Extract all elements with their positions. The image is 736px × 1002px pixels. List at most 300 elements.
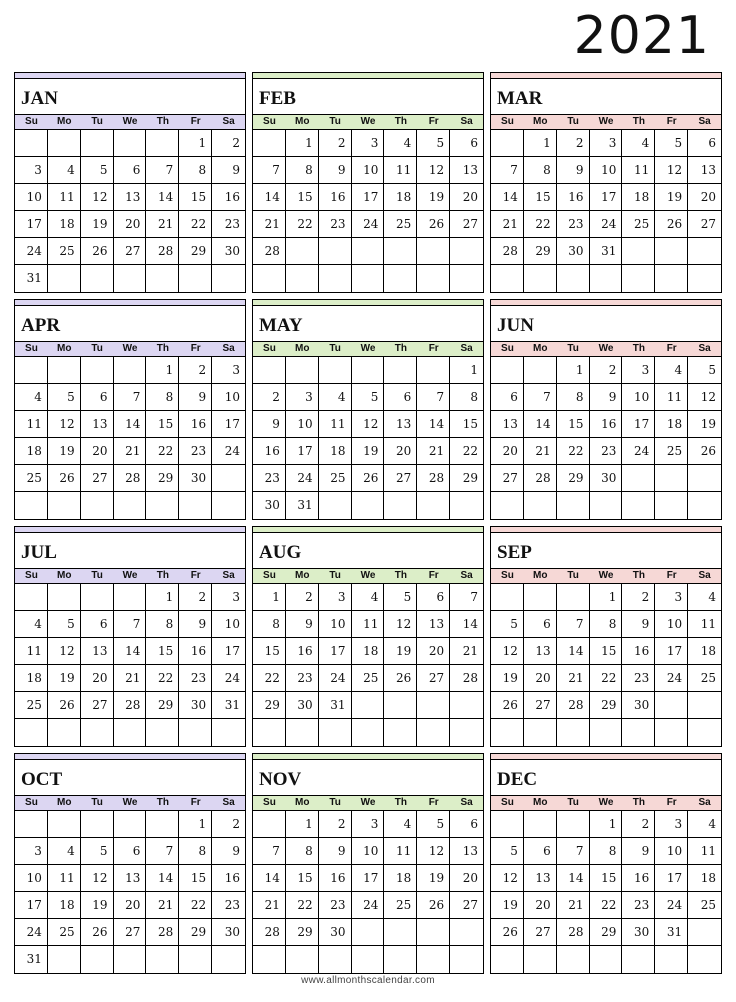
day-cell: 23 xyxy=(622,892,655,919)
empty-cell xyxy=(590,946,623,973)
weekday-label: Tu xyxy=(567,343,579,354)
weekday-header xyxy=(491,569,721,584)
day-cell: 12 xyxy=(688,384,721,411)
day-cell: 27 xyxy=(524,692,557,719)
weekday-label: Sa xyxy=(698,116,711,127)
day-cell: 23 xyxy=(179,438,212,465)
day-cell: 30 xyxy=(212,919,245,946)
day-cell: 21 xyxy=(524,438,557,465)
empty-cell xyxy=(212,465,245,492)
empty-cell xyxy=(622,465,655,492)
empty-cell xyxy=(81,584,114,611)
day-cell: 1 xyxy=(286,811,319,838)
day-cell: 7 xyxy=(524,384,557,411)
empty-cell xyxy=(319,238,352,265)
empty-cell xyxy=(384,238,417,265)
day-cell: 6 xyxy=(524,611,557,638)
day-cell: 16 xyxy=(286,638,319,665)
day-cell: 21 xyxy=(253,211,286,238)
day-cell: 3 xyxy=(590,130,623,157)
day-cell: 18 xyxy=(319,438,352,465)
day-cell: 18 xyxy=(48,211,81,238)
weekday-label: Mo xyxy=(533,570,548,581)
day-cell: 7 xyxy=(450,584,483,611)
day-cell: 19 xyxy=(688,411,721,438)
weekday-label: Su xyxy=(501,570,514,581)
month-mar xyxy=(490,72,722,293)
empty-cell xyxy=(688,265,721,292)
month-name: MAR xyxy=(491,79,721,115)
weekday-label: Su xyxy=(501,116,514,127)
weekday-label: Su xyxy=(501,797,514,808)
empty-cell xyxy=(81,719,114,746)
day-cell: 26 xyxy=(417,211,450,238)
month-jan xyxy=(14,72,246,293)
day-cell: 11 xyxy=(319,411,352,438)
day-cell: 2 xyxy=(557,130,590,157)
day-cell: 4 xyxy=(15,384,48,411)
day-cell: 6 xyxy=(114,157,147,184)
day-cell: 13 xyxy=(81,411,114,438)
day-cell: 10 xyxy=(655,838,688,865)
day-cell: 18 xyxy=(688,865,721,892)
day-cell: 28 xyxy=(557,919,590,946)
empty-cell xyxy=(114,946,147,973)
empty-cell xyxy=(114,584,147,611)
day-cell: 7 xyxy=(114,384,147,411)
day-cell: 8 xyxy=(557,384,590,411)
day-cell: 18 xyxy=(384,865,417,892)
day-cell: 3 xyxy=(352,130,385,157)
day-cell: 3 xyxy=(15,838,48,865)
day-cell: 16 xyxy=(557,184,590,211)
day-cell: 22 xyxy=(590,892,623,919)
day-cell: 27 xyxy=(450,892,483,919)
day-cell: 22 xyxy=(450,438,483,465)
day-cell: 28 xyxy=(557,692,590,719)
day-cell: 25 xyxy=(48,238,81,265)
day-cell: 19 xyxy=(48,438,81,465)
month-name: APR xyxy=(15,306,245,342)
weekday-label: Th xyxy=(394,343,407,354)
weekday-label: Su xyxy=(263,570,276,581)
day-cell: 16 xyxy=(622,865,655,892)
day-cell: 28 xyxy=(524,465,557,492)
day-cell: 19 xyxy=(655,184,688,211)
day-cell: 19 xyxy=(417,865,450,892)
empty-cell xyxy=(524,946,557,973)
day-cell: 14 xyxy=(524,411,557,438)
empty-cell xyxy=(622,946,655,973)
empty-cell xyxy=(319,719,352,746)
day-cell: 15 xyxy=(590,638,623,665)
day-cell: 5 xyxy=(81,838,114,865)
day-cell: 16 xyxy=(319,184,352,211)
days-grid xyxy=(253,357,483,519)
weekday-label: Mo xyxy=(295,343,310,354)
day-cell: 27 xyxy=(81,465,114,492)
empty-cell xyxy=(286,238,319,265)
day-cell: 3 xyxy=(655,811,688,838)
weekday-label: Tu xyxy=(91,797,103,808)
weekday-label: Th xyxy=(632,570,645,581)
day-cell: 12 xyxy=(417,838,450,865)
day-cell: 6 xyxy=(524,838,557,865)
day-cell: 31 xyxy=(286,492,319,519)
day-cell: 9 xyxy=(179,611,212,638)
day-cell: 6 xyxy=(81,611,114,638)
day-cell: 3 xyxy=(286,384,319,411)
empty-cell xyxy=(450,265,483,292)
day-cell: 21 xyxy=(417,438,450,465)
weekday-label: Mo xyxy=(57,570,72,581)
day-cell: 25 xyxy=(688,892,721,919)
day-cell: 15 xyxy=(450,411,483,438)
day-cell: 7 xyxy=(146,157,179,184)
empty-cell xyxy=(450,719,483,746)
day-cell: 25 xyxy=(48,919,81,946)
empty-cell xyxy=(524,719,557,746)
day-cell: 24 xyxy=(319,665,352,692)
day-cell: 21 xyxy=(557,665,590,692)
day-cell: 22 xyxy=(286,211,319,238)
day-cell: 8 xyxy=(146,384,179,411)
day-cell: 4 xyxy=(688,584,721,611)
empty-cell xyxy=(15,811,48,838)
day-cell: 16 xyxy=(179,411,212,438)
day-cell: 12 xyxy=(81,865,114,892)
empty-cell xyxy=(146,946,179,973)
day-cell: 13 xyxy=(450,838,483,865)
day-cell: 10 xyxy=(212,384,245,411)
day-cell: 14 xyxy=(557,638,590,665)
day-cell: 8 xyxy=(590,838,623,865)
empty-cell xyxy=(352,265,385,292)
empty-cell xyxy=(557,719,590,746)
day-cell: 20 xyxy=(524,665,557,692)
day-cell: 12 xyxy=(655,157,688,184)
day-cell: 22 xyxy=(146,665,179,692)
day-cell: 2 xyxy=(622,584,655,611)
weekday-label: Sa xyxy=(698,570,711,581)
day-cell: 2 xyxy=(286,584,319,611)
weekday-label: Fr xyxy=(666,116,677,127)
day-cell: 3 xyxy=(15,157,48,184)
day-cell: 25 xyxy=(622,211,655,238)
day-cell: 14 xyxy=(417,411,450,438)
months-grid xyxy=(14,72,722,974)
day-cell: 12 xyxy=(417,157,450,184)
day-cell: 7 xyxy=(417,384,450,411)
day-cell: 28 xyxy=(114,692,147,719)
website-footer: www.allmonthscalendar.com xyxy=(301,975,435,986)
empty-cell xyxy=(417,946,450,973)
day-cell: 6 xyxy=(81,384,114,411)
day-cell: 29 xyxy=(590,919,623,946)
day-cell: 9 xyxy=(212,838,245,865)
day-cell: 21 xyxy=(557,892,590,919)
day-cell: 11 xyxy=(15,638,48,665)
day-cell: 2 xyxy=(179,357,212,384)
empty-cell xyxy=(48,811,81,838)
day-cell: 1 xyxy=(524,130,557,157)
day-cell: 21 xyxy=(146,211,179,238)
empty-cell xyxy=(81,492,114,519)
day-cell: 10 xyxy=(15,865,48,892)
day-cell: 29 xyxy=(590,692,623,719)
weekday-label: Sa xyxy=(222,797,235,808)
day-cell: 25 xyxy=(655,438,688,465)
day-cell: 13 xyxy=(524,865,557,892)
day-cell: 1 xyxy=(590,584,623,611)
day-cell: 18 xyxy=(688,638,721,665)
day-cell: 16 xyxy=(179,638,212,665)
day-cell: 27 xyxy=(384,465,417,492)
day-cell: 12 xyxy=(48,411,81,438)
weekday-label: Th xyxy=(156,797,169,808)
empty-cell xyxy=(253,357,286,384)
empty-cell xyxy=(48,946,81,973)
day-cell: 30 xyxy=(557,238,590,265)
day-cell: 3 xyxy=(212,584,245,611)
empty-cell xyxy=(319,492,352,519)
weekday-label: Sa xyxy=(222,343,235,354)
day-cell: 1 xyxy=(146,357,179,384)
month-nov xyxy=(252,753,484,974)
empty-cell xyxy=(212,265,245,292)
day-cell: 24 xyxy=(15,919,48,946)
day-cell: 26 xyxy=(81,919,114,946)
empty-cell xyxy=(15,130,48,157)
day-cell: 11 xyxy=(384,838,417,865)
empty-cell xyxy=(384,719,417,746)
day-cell: 3 xyxy=(655,584,688,611)
empty-cell xyxy=(48,357,81,384)
empty-cell xyxy=(655,265,688,292)
day-cell: 29 xyxy=(179,919,212,946)
day-cell: 27 xyxy=(524,919,557,946)
day-cell: 17 xyxy=(212,638,245,665)
weekday-label: Mo xyxy=(57,797,72,808)
weekday-header xyxy=(15,342,245,357)
day-cell: 2 xyxy=(319,811,352,838)
empty-cell xyxy=(15,357,48,384)
day-cell: 15 xyxy=(253,638,286,665)
day-cell: 18 xyxy=(655,411,688,438)
day-cell: 9 xyxy=(179,384,212,411)
day-cell: 1 xyxy=(179,130,212,157)
day-cell: 8 xyxy=(590,611,623,638)
day-cell: 12 xyxy=(491,638,524,665)
day-cell: 8 xyxy=(179,157,212,184)
day-cell: 9 xyxy=(253,411,286,438)
day-cell: 30 xyxy=(622,919,655,946)
day-cell: 26 xyxy=(655,211,688,238)
day-cell: 8 xyxy=(450,384,483,411)
empty-cell xyxy=(352,492,385,519)
day-cell: 29 xyxy=(286,919,319,946)
empty-cell xyxy=(114,719,147,746)
weekday-label: Su xyxy=(25,343,38,354)
empty-cell xyxy=(146,811,179,838)
day-cell: 6 xyxy=(450,811,483,838)
empty-cell xyxy=(655,692,688,719)
empty-cell xyxy=(352,357,385,384)
weekday-label: Mo xyxy=(533,116,548,127)
weekday-header xyxy=(253,115,483,130)
day-cell: 15 xyxy=(179,184,212,211)
day-cell: 2 xyxy=(253,384,286,411)
month-name: NOV xyxy=(253,760,483,796)
day-cell: 23 xyxy=(179,665,212,692)
empty-cell xyxy=(15,719,48,746)
day-cell: 12 xyxy=(384,611,417,638)
day-cell: 28 xyxy=(253,919,286,946)
day-cell: 24 xyxy=(590,211,623,238)
empty-cell xyxy=(114,492,147,519)
day-cell: 6 xyxy=(450,130,483,157)
weekday-label: Sa xyxy=(222,116,235,127)
day-cell: 30 xyxy=(179,465,212,492)
day-cell: 24 xyxy=(622,438,655,465)
day-cell: 24 xyxy=(212,438,245,465)
day-cell: 4 xyxy=(48,157,81,184)
empty-cell xyxy=(688,238,721,265)
weekday-label: Mo xyxy=(533,343,548,354)
day-cell: 31 xyxy=(319,692,352,719)
day-cell: 8 xyxy=(179,838,212,865)
day-cell: 9 xyxy=(212,157,245,184)
empty-cell xyxy=(48,719,81,746)
month-jul xyxy=(14,526,246,747)
day-cell: 16 xyxy=(253,438,286,465)
day-cell: 22 xyxy=(524,211,557,238)
empty-cell xyxy=(622,719,655,746)
day-cell: 4 xyxy=(384,811,417,838)
weekday-header xyxy=(491,342,721,357)
day-cell: 15 xyxy=(286,865,319,892)
weekday-label: Su xyxy=(25,797,38,808)
month-aug xyxy=(252,526,484,747)
month-dec xyxy=(490,753,722,974)
day-cell: 18 xyxy=(48,892,81,919)
day-cell: 27 xyxy=(114,919,147,946)
empty-cell xyxy=(212,946,245,973)
day-cell: 11 xyxy=(48,184,81,211)
empty-cell xyxy=(590,492,623,519)
day-cell: 3 xyxy=(212,357,245,384)
empty-cell xyxy=(179,946,212,973)
day-cell: 26 xyxy=(417,892,450,919)
weekday-label: Mo xyxy=(295,116,310,127)
day-cell: 11 xyxy=(622,157,655,184)
empty-cell xyxy=(286,946,319,973)
day-cell: 9 xyxy=(557,157,590,184)
day-cell: 18 xyxy=(352,638,385,665)
day-cell: 5 xyxy=(491,611,524,638)
day-cell: 8 xyxy=(524,157,557,184)
day-cell: 14 xyxy=(253,865,286,892)
day-cell: 4 xyxy=(352,584,385,611)
weekday-label: We xyxy=(122,343,138,354)
empty-cell xyxy=(491,492,524,519)
weekday-label: Fr xyxy=(190,570,201,581)
empty-cell xyxy=(48,130,81,157)
empty-cell xyxy=(48,584,81,611)
day-cell: 27 xyxy=(688,211,721,238)
day-cell: 30 xyxy=(590,465,623,492)
day-cell: 1 xyxy=(253,584,286,611)
day-cell: 19 xyxy=(352,438,385,465)
day-cell: 30 xyxy=(253,492,286,519)
weekday-label: Su xyxy=(501,343,514,354)
weekday-label: Th xyxy=(156,570,169,581)
day-cell: 18 xyxy=(384,184,417,211)
day-cell: 28 xyxy=(450,665,483,692)
empty-cell xyxy=(179,492,212,519)
day-cell: 15 xyxy=(179,865,212,892)
day-cell: 22 xyxy=(146,438,179,465)
day-cell: 26 xyxy=(384,665,417,692)
empty-cell xyxy=(491,811,524,838)
weekday-label: Tu xyxy=(91,116,103,127)
empty-cell xyxy=(384,692,417,719)
empty-cell xyxy=(15,584,48,611)
empty-cell xyxy=(491,357,524,384)
empty-cell xyxy=(417,357,450,384)
day-cell: 11 xyxy=(688,611,721,638)
day-cell: 30 xyxy=(212,238,245,265)
empty-cell xyxy=(212,719,245,746)
weekday-label: Su xyxy=(263,797,276,808)
weekday-label: Su xyxy=(263,343,276,354)
day-cell: 5 xyxy=(352,384,385,411)
empty-cell xyxy=(352,238,385,265)
year-title: 2021 xyxy=(573,6,710,66)
day-cell: 24 xyxy=(655,892,688,919)
day-cell: 1 xyxy=(450,357,483,384)
day-cell: 29 xyxy=(146,465,179,492)
day-cell: 4 xyxy=(319,384,352,411)
empty-cell xyxy=(352,946,385,973)
weekday-label: We xyxy=(360,343,376,354)
day-cell: 7 xyxy=(557,838,590,865)
day-cell: 13 xyxy=(417,611,450,638)
empty-cell xyxy=(319,946,352,973)
empty-cell xyxy=(48,492,81,519)
weekday-label: Fr xyxy=(666,797,677,808)
day-cell: 9 xyxy=(590,384,623,411)
weekday-label: Tu xyxy=(91,343,103,354)
day-cell: 11 xyxy=(15,411,48,438)
day-cell: 6 xyxy=(114,838,147,865)
day-cell: 2 xyxy=(622,811,655,838)
empty-cell xyxy=(114,357,147,384)
day-cell: 17 xyxy=(212,411,245,438)
day-cell: 5 xyxy=(384,584,417,611)
day-cell: 13 xyxy=(688,157,721,184)
day-cell: 31 xyxy=(212,692,245,719)
days-grid xyxy=(253,584,483,746)
empty-cell xyxy=(417,265,450,292)
empty-cell xyxy=(253,946,286,973)
day-cell: 20 xyxy=(81,665,114,692)
weekday-label: Sa xyxy=(460,570,473,581)
day-cell: 14 xyxy=(146,184,179,211)
empty-cell xyxy=(81,265,114,292)
month-name: FEB xyxy=(253,79,483,115)
day-cell: 14 xyxy=(114,411,147,438)
